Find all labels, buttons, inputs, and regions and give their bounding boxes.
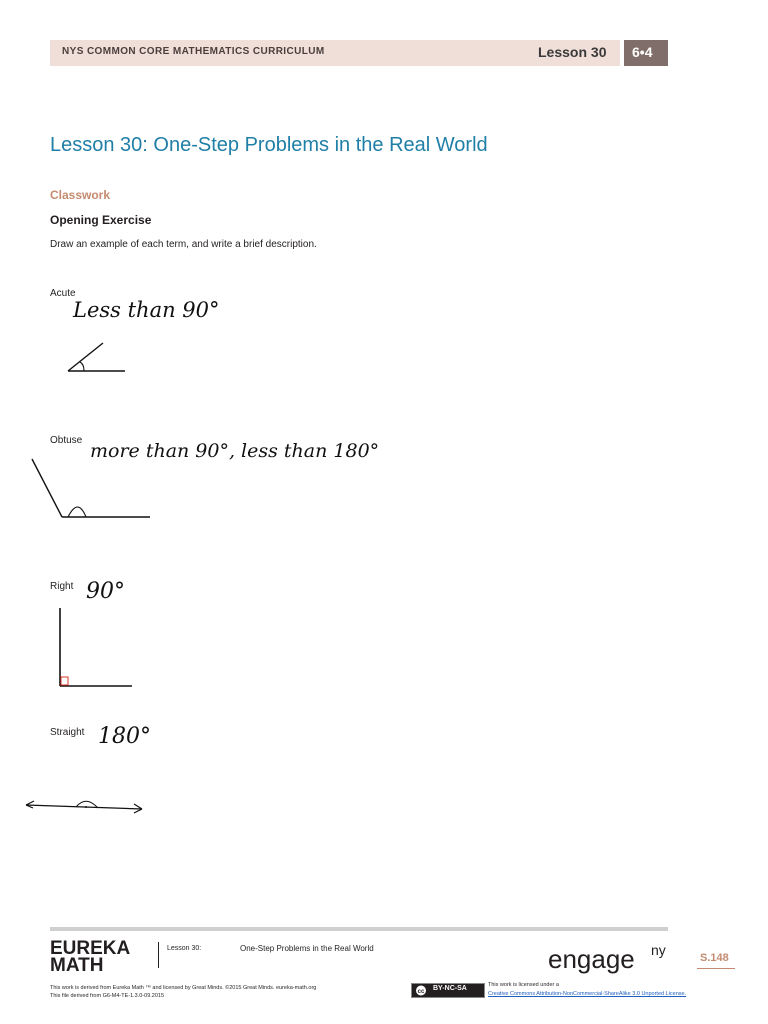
- classwork-heading: Classwork: [50, 188, 111, 202]
- module-number: 6•4: [632, 44, 653, 60]
- curriculum-label: NYS COMMON CORE MATHEMATICS CURRICULUM: [62, 46, 325, 57]
- file-derived-notice: This file derived from G6-M4-TE-1.3.0-09.2015: [50, 993, 165, 999]
- term-label-right: Right: [50, 581, 74, 592]
- term-label-acute: Acute: [50, 288, 76, 299]
- derived-notice: This work is derived from Eureka Math ™ and licensed by Great Minds. ©2015 Great Minds. eureka-math.org: [50, 985, 317, 991]
- lesson-label: Lesson 30: [538, 44, 607, 60]
- footer-lesson: Lesson 30:: [167, 945, 202, 952]
- footer-rule: [50, 927, 668, 931]
- handwritten-straight: 180°: [98, 724, 151, 749]
- cc-icon: [412, 984, 430, 997]
- engageny-logo-sup: ny: [651, 942, 666, 958]
- logo-line-1: EUREKA: [50, 938, 131, 959]
- license-link[interactable]: Creative Commons Attribution-NonCommercial-ShareAlike 3.0 Unported License.: [488, 991, 687, 997]
- obtuse-angle-drawing: [28, 455, 158, 525]
- term-label-straight: Straight: [50, 727, 85, 738]
- straight-angle-drawing: [20, 795, 150, 820]
- engageny-logo: engage: [548, 944, 635, 974]
- exercise-heading: Opening Exercise: [50, 213, 152, 227]
- svg-text:cc: cc: [417, 989, 425, 995]
- license-notice: This work is licensed under a: [488, 982, 559, 988]
- handwritten-right: 90°: [86, 579, 125, 604]
- handwritten-acute: Less than 90°: [73, 298, 220, 322]
- logo-line-2: MATH: [50, 955, 104, 976]
- acute-angle-drawing: [60, 335, 140, 380]
- page-number: S.148: [700, 952, 729, 964]
- page-title: Lesson 30: One-Step Problems in the Real World: [50, 134, 488, 156]
- handwritten-obtuse: more than 90°, less than 180°: [90, 440, 380, 462]
- term-label-obtuse: Obtuse: [50, 435, 83, 446]
- cc-badge-text: BY-NC-SA: [433, 985, 467, 992]
- footer-lesson-title: One-Step Problems in the Real World: [240, 944, 374, 953]
- page-number-underline: [697, 968, 735, 969]
- exercise-instructions: Draw an example of each term, and write a brief description.: [50, 239, 317, 250]
- footer-divider: [158, 942, 159, 968]
- eureka-math-logo: [50, 940, 130, 974]
- right-angle-drawing: [50, 600, 140, 695]
